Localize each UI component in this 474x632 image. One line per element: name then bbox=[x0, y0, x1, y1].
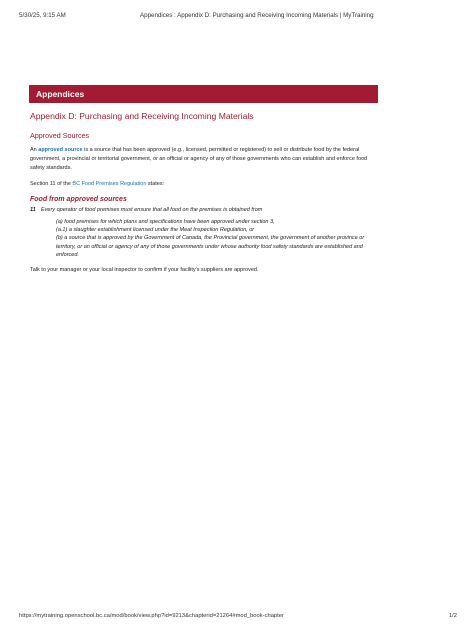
section-heading: Approved Sources bbox=[30, 131, 90, 140]
print-datetime: 5/30/25, 9:15 AM bbox=[19, 12, 66, 19]
list-item: (a) food premises for which plans and specifications have been approved under section 3, bbox=[56, 219, 275, 226]
banner-title: Appendices bbox=[36, 89, 85, 99]
list-item: (b) a source that is approved by the Government of Canada, the Provincial government, the government of another province or territory, or an official or agency of any of those governments under whose authority food safety standards are established and enforced. bbox=[56, 235, 365, 258]
approved-source-link[interactable]: approved source bbox=[38, 147, 83, 153]
list-item: (a.1) a slaughter establishment licensed under the Meat Inspection Regulation, or bbox=[56, 227, 255, 234]
section-ref-suffix: states: bbox=[146, 180, 165, 187]
print-page-number: 1/2 bbox=[448, 613, 457, 619]
regulation-items bbox=[56, 218, 382, 259]
print-page-title: Appendices : Appendix D: Purchasing and Receiving Incoming Materials | MyTraining bbox=[140, 12, 374, 19]
section-text: Every operator of food premises must ensure that all food on the premises is obtained from bbox=[41, 206, 263, 213]
intro-prefix: An bbox=[30, 147, 39, 153]
regulation-link[interactable]: BC Food Premises Regulation bbox=[72, 180, 147, 187]
intro-suffix: is a source that has been approved (e.g., licensed, permitted or registered) to sell or distribute food by the federal government, a provincial or territorial government, or an official or agency of any of those governments who can establish and enforce food safety standards. bbox=[30, 147, 368, 172]
intro-paragraph bbox=[30, 146, 382, 174]
print-url: https://mytraining.openschool.bc.ca/mod/book/view.php?id=9213&chapterid=21264#mod_book-chapter bbox=[19, 613, 284, 619]
appendices-banner bbox=[29, 85, 378, 103]
article-title: Appendix D: Purchasing and Receiving Incoming Materials bbox=[30, 111, 254, 121]
regulation-section bbox=[30, 206, 382, 215]
section-number: 11 bbox=[30, 206, 36, 213]
quote-heading: Food from approved sources bbox=[30, 195, 127, 203]
section-reference bbox=[30, 180, 382, 189]
article-content bbox=[30, 111, 382, 281]
section-ref-prefix: Section 11 of the bbox=[30, 180, 73, 187]
closing-paragraph: Talk to your manager or your local inspector to confirm if your facility's suppliers are approved. bbox=[30, 267, 259, 274]
